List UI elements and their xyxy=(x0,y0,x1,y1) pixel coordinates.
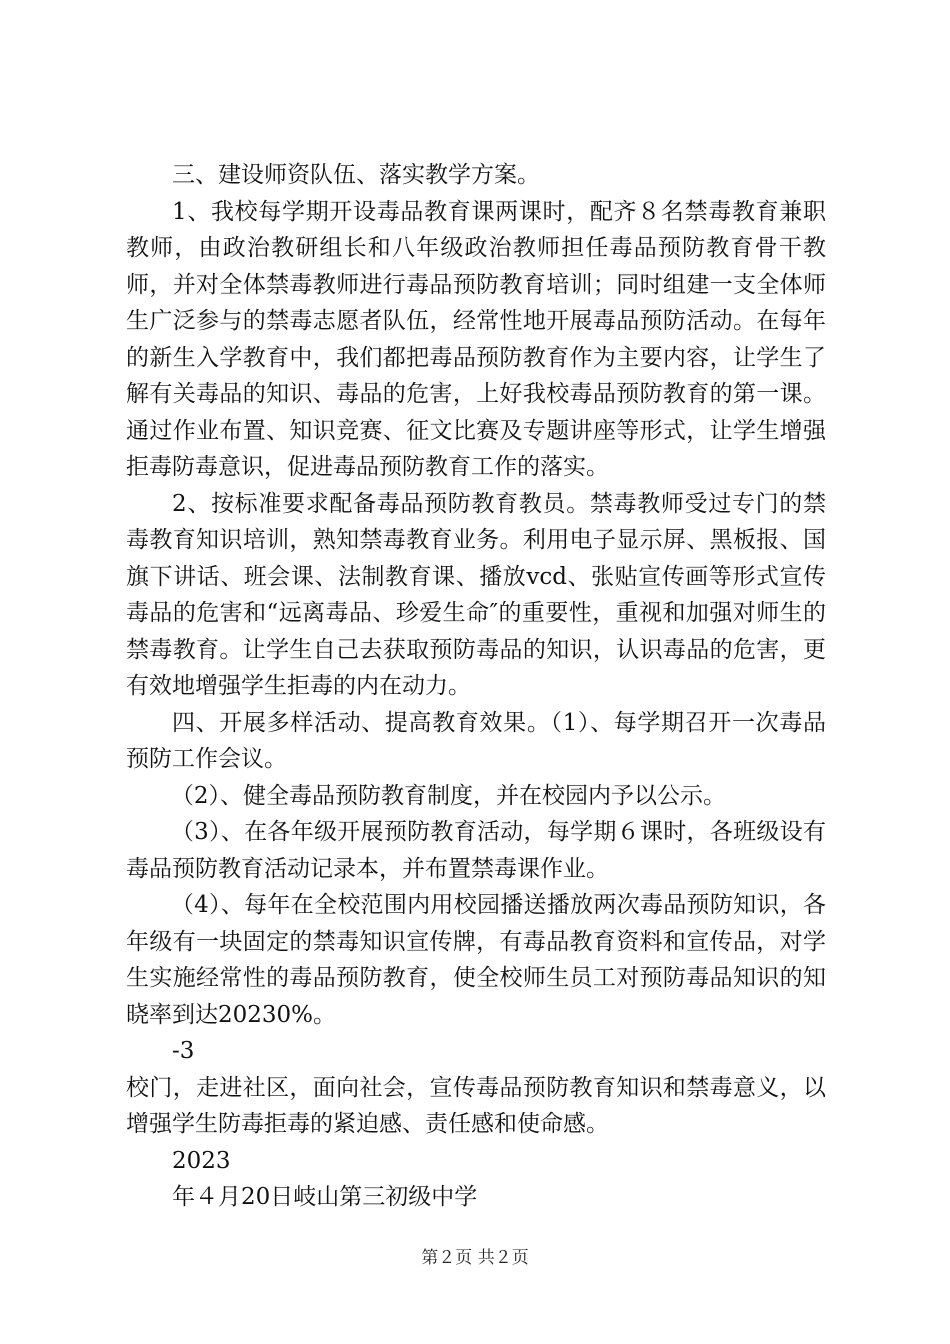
page-footer: 第２页 共２页 xyxy=(421,1248,529,1268)
paragraph-sub-2: （2）、健全毒品预防教育制度，并在校园内予以公示。 xyxy=(170,782,726,809)
section-heading-4: 四、开展多样活动、提高教育效果。（1）、每学期召开一次毒品预防工作会议。 xyxy=(126,709,826,772)
date-year: 2023 xyxy=(172,1147,231,1174)
paragraph-continuation: 校门，走进社区，面向社会，宣传毒品预防教育知识和禁毒意义，以增强学生防毒拒毒的紧迫感、责任感和使命感。 xyxy=(126,1074,826,1137)
paragraph-item-2: 2、按标准要求配备毒品预防教育教员。禁毒教师受过专门的禁毒教育知识培训，熟知禁毒教育业务。利用电子显示屏、黑板报、国旗下讲话、班会课、法制教育课、播放vcd、张贴宣传画等形式宣传毒品的危害和“远离毒品、珍爱生命″的重要性，重视和加强对师生的禁毒教育。让学生自己去获取预防毒品的知识，认识毒品的危害，更有效地增强学生拒毒的内在动力。 xyxy=(126,490,826,699)
date-signature: 年４月20日岐山第三初级中学 xyxy=(172,1184,478,1210)
paragraph-sub-3: （3）、在各年级开展预防教育活动，每学期６课时，各班级设有毒品预防教育活动记录本，并布置禁毒课作业。 xyxy=(126,819,826,882)
page-marker: -3 xyxy=(172,1038,195,1064)
paragraph-sub-4: （4）、每年在全校范围内用校园播送播放两次毒品预防知识，各年级有一块固定的禁毒知识宣传牌，有毒品教育资料和宣传品，对学生实施经常性的毒品预防教育，使全校师生员工对预防毒品知识的知晓率到达20230%。 xyxy=(126,892,826,1028)
document-body xyxy=(126,157,826,1216)
paragraph-item-1: 1、我校每学期开设毒品教育课两课时，配齐８名禁毒教育兼职教师，由政治教研组长和八年级政治教师担任毒品预防教育骨干教师，并对全体禁毒教师进行毒品预防教育培训；同时组建一支全体师生广泛参与的禁毒志愿者队伍，经常性地开展毒品预防活动。在每年的新生入学教育中，我们都把毒品预防教育作为主要内容，让学生了解有关毒品的知识、毒品的危害，上好我校毒品预防教育的第一课。通过作业布置、知识竞赛、征文比赛及专题讲座等形式，让学生增强拒毒防毒意识，促进毒品预防教育工作的落实。 xyxy=(126,198,826,480)
section-heading-3: 三、建设师资队伍、落实教学方案。 xyxy=(172,162,540,188)
